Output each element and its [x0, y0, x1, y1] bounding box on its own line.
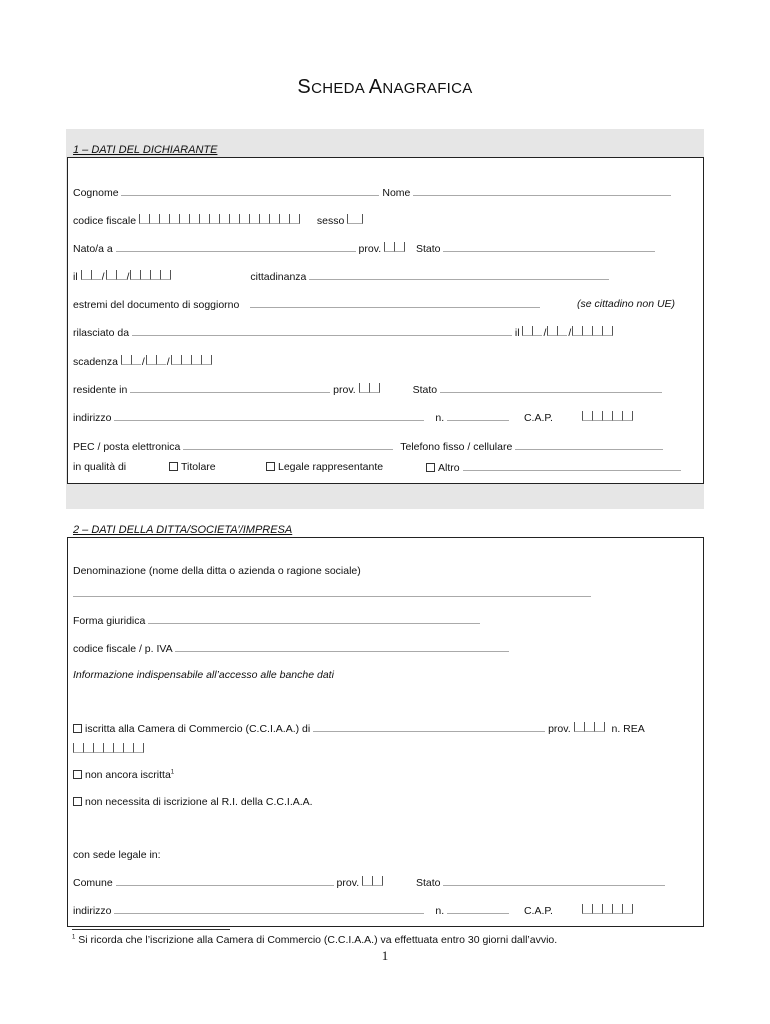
nome-field[interactable] — [413, 186, 671, 196]
cognome-row — [73, 186, 671, 199]
indirizzo-row — [73, 411, 633, 424]
footnote-ref: 1 — [170, 769, 175, 776]
stato2-field[interactable] — [440, 383, 662, 393]
non-ancora-checkbox[interactable] — [73, 770, 82, 779]
estremi-field[interactable] — [250, 298, 540, 308]
non-necessita-checkbox[interactable] — [73, 797, 82, 806]
denominazione-row — [73, 587, 591, 600]
scadenza-row — [73, 355, 212, 368]
cf-piva-row — [73, 642, 509, 655]
altro-option[interactable]: Altro — [426, 461, 681, 474]
iscritta-checkbox[interactable] — [73, 724, 82, 733]
section1-box — [67, 157, 704, 484]
cf-piva-field[interactable] — [175, 642, 509, 652]
codice-fiscale-label: codice fiscale — [73, 215, 137, 227]
indirizzo2-label: indirizzo — [73, 905, 112, 917]
sesso-cells[interactable] — [347, 214, 363, 227]
cognome-label: Cognome — [73, 187, 119, 199]
cognome-field[interactable] — [121, 186, 379, 196]
scadenza-label: scadenza — [73, 356, 118, 368]
estremi-row — [73, 298, 540, 311]
section2-heading: 2 – DATI DELLA DITTA/SOCIETA’/IMPRESA — [73, 524, 293, 536]
cap-label: C.A.P. — [523, 412, 553, 424]
codice-fiscale-cells[interactable] — [139, 214, 300, 227]
altro-checkbox[interactable] — [426, 463, 435, 472]
footnote-text: Si ricorda che l’iscrizione alla Camera di Commercio (C.C.I.A.A.) va effettuata entro 30 giorni dall’avvio. — [78, 934, 558, 946]
qualita-label: in qualità di — [73, 461, 127, 473]
cciaa-field[interactable] — [313, 722, 545, 732]
il-row — [73, 270, 609, 283]
stato-label: Stato — [415, 243, 441, 255]
denominazione-field[interactable] — [73, 587, 591, 597]
forma-row — [73, 614, 480, 627]
footnote-rule — [72, 929, 230, 930]
non-ancora-label: non ancora iscritta — [85, 769, 171, 781]
date-rilascio-cells[interactable]: / / — [522, 326, 613, 339]
non-necessita-row — [73, 796, 313, 808]
rea-cells[interactable] — [73, 743, 144, 756]
n2-field[interactable] — [447, 904, 509, 914]
page-number: 1 — [381, 948, 389, 963]
cap2-cells[interactable] — [582, 904, 633, 917]
telefono-label: Telefono fisso / cellulare — [400, 441, 513, 453]
stato3-field[interactable] — [443, 876, 665, 886]
prov4-cells[interactable] — [362, 876, 383, 889]
nato-row — [73, 242, 655, 255]
indirizzo-field[interactable] — [114, 411, 424, 421]
comune-row — [73, 876, 665, 889]
legale-option[interactable]: Legale rappresentante — [266, 461, 383, 473]
n2-label: n. — [435, 905, 445, 917]
comune-label: Comune — [73, 877, 113, 889]
pec-field[interactable] — [183, 440, 393, 450]
stato2-label: Stato — [412, 384, 438, 396]
telefono-field[interactable] — [515, 440, 663, 450]
rilasciato-field[interactable] — [132, 326, 512, 336]
prov4-label: prov. — [336, 877, 360, 889]
sesso-label: sesso — [316, 215, 345, 227]
date-birth-cells[interactable]: / / — [81, 270, 172, 283]
codice-fiscale-row — [73, 214, 363, 227]
prov-cells[interactable] — [384, 242, 405, 255]
residente-row — [73, 383, 662, 396]
estremi-label: estremi del documento di soggiorno — [73, 299, 240, 311]
il2-label: il — [514, 327, 520, 339]
non-ancora-row — [73, 769, 174, 781]
cf-piva-label: codice fiscale / p. IVA — [73, 643, 173, 655]
forma-field[interactable] — [148, 614, 480, 624]
se-cittadino-note: (se cittadino non UE) — [577, 298, 676, 310]
cittadinanza-label: cittadinanza — [250, 271, 307, 283]
nato-field[interactable] — [116, 242, 356, 252]
iscritta-label: iscritta alla Camera di Commercio (C.C.I.A.A.) di — [85, 723, 311, 735]
prov3-label: prov. — [548, 723, 571, 735]
nome-label: Nome — [382, 187, 411, 199]
titolare-checkbox[interactable] — [169, 462, 178, 471]
cap2-label: C.A.P. — [523, 905, 553, 917]
prov-label: prov. — [358, 243, 382, 255]
rilasciato-row — [73, 326, 613, 339]
cap-cells[interactable] — [582, 411, 633, 424]
prov3-cells[interactable] — [574, 722, 605, 735]
prov2-cells[interactable] — [359, 383, 380, 396]
n-field[interactable] — [447, 411, 509, 421]
forma-label: Forma giuridica — [73, 615, 146, 627]
pec-row — [73, 440, 663, 453]
rilasciato-label: rilasciato da — [73, 327, 130, 339]
footnote — [72, 934, 557, 946]
indirizzo2-field[interactable] — [114, 904, 424, 914]
il-label: il — [73, 271, 78, 283]
page-title: SCHEDA ANAGRAFICA — [297, 76, 473, 98]
cittadinanza-field[interactable] — [309, 270, 609, 280]
indirizzo-label: indirizzo — [73, 412, 112, 424]
prov2-label: prov. — [333, 384, 356, 396]
nato-label: Nato/a a — [73, 243, 113, 255]
non-necessita-label: non necessita di iscrizione al R.I. della C.C.I.A.A. — [85, 796, 313, 808]
iscritta-row — [73, 722, 645, 735]
comune-field[interactable] — [116, 876, 334, 886]
stato3-label: Stato — [415, 877, 441, 889]
legale-checkbox[interactable] — [266, 462, 275, 471]
denominazione-label: Denominazione (nome della ditta o azienda o ragione sociale) — [73, 565, 361, 577]
residente-field[interactable] — [130, 383, 330, 393]
indirizzo2-row — [73, 904, 633, 917]
altro-field[interactable] — [463, 461, 681, 471]
date-scadenza-cells[interactable]: / / — [121, 355, 212, 368]
footnote-mark: 1 — [72, 934, 76, 941]
stato-field[interactable] — [443, 242, 655, 252]
titolare-option[interactable]: Titolare — [169, 461, 216, 473]
section1-heading: 1 – DATI DEL DICHIARANTE — [73, 144, 218, 156]
n-label: n. — [435, 412, 445, 424]
residente-label: residente in — [73, 384, 128, 396]
rea-label: n. REA — [611, 723, 645, 735]
sede-label: con sede legale in: — [73, 849, 161, 861]
info-note: Informazione indispensabile all’accesso alle banche dati — [73, 669, 334, 681]
pec-label: PEC / posta elettronica — [73, 441, 181, 453]
